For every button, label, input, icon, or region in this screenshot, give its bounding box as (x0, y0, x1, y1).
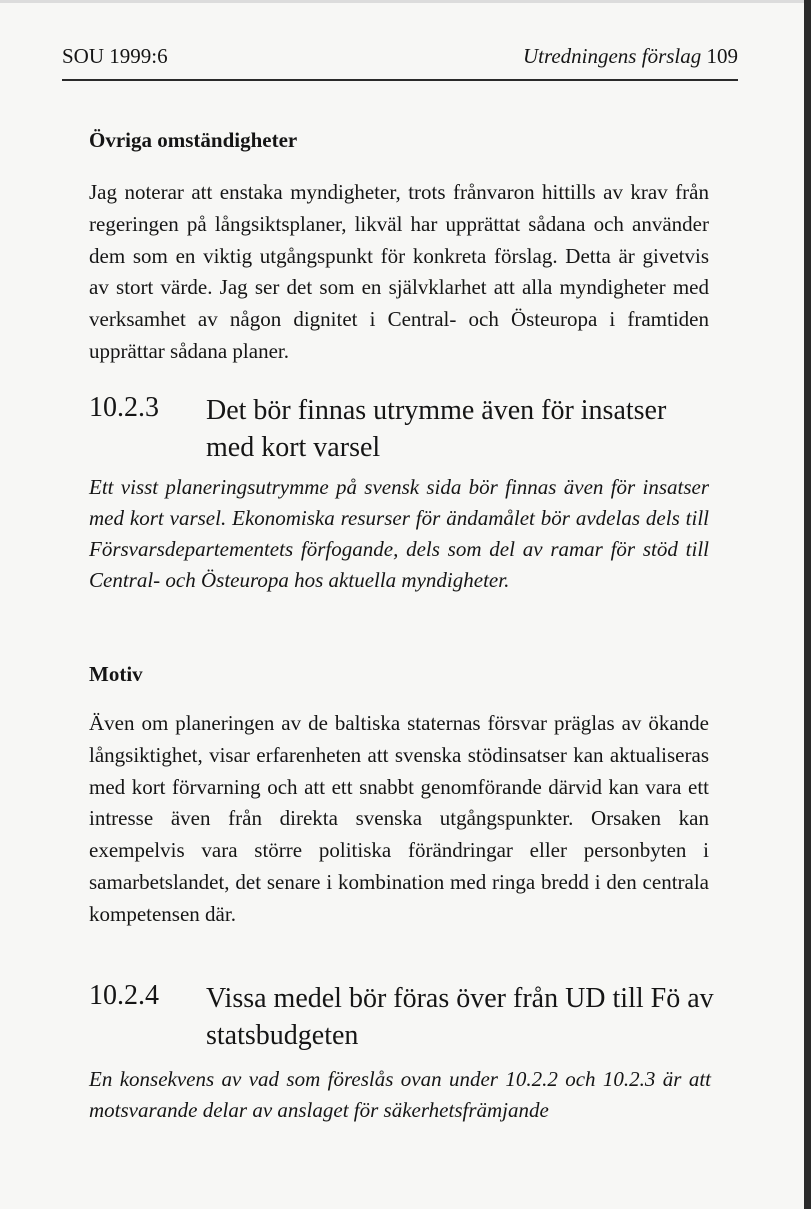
paragraph-motiv: Även om planeringen av de baltiska staternas försvar präglas av ökande långsiktighet, visar erfarenheten att svenska stödinsatser kan aktualiseras med kort förvarning och att ett snabbt genomförande därvid kan vara ett intresse även från direkta svenska utgångspunkter. Orsaken kan exempelvis vara större politiska förändringar eller personbyten i samarbetslandet, det senare i kombination med ringa bredd i den centrala kompetensen där. (89, 711, 709, 926)
section-number-10-2-4: 10.2.4 (89, 980, 159, 1011)
proposal-10-2-3: Ett visst planeringsutrymme på svensk sida bör finnas även för insatser med kort varsel. Ekonomiska resurser för ändamålet bör avdelas dels till Försvarsdepartementets förfogande, dels som del av ramar för stöd till Central- och Östeuropa hos aktuella myndigheter. (89, 475, 709, 592)
scan-border-right (804, 0, 811, 1209)
paragraph-ovriga: Jag noterar att enstaka myndigheter, trots frånvaron hittills av krav från regeringen på långsiktsplaner, likväl har upprättat sådana och använder dem som en viktig utgångspunkt för konkreta förslag. Detta är givetvis av stort värde. Jag ser det som en självklarhet att alla myndigheter med verksamhet av någon dignitet i Central- och Östeuropa i framtiden upprättar sådana planer. (89, 180, 709, 363)
proposal-10-2-4: En konsekvens av vad som föreslås ovan under 10.2.2 och 10.2.3 är att motsvarande delar av anslaget för säkerhetsfrämjande (89, 1067, 711, 1122)
header-rule (62, 79, 738, 81)
section-title-10-2-3: Det bör finnas utrymme även för insatser med kort varsel (206, 395, 667, 463)
running-title (523, 44, 738, 69)
section-title-10-2-4: Vissa medel bör föras över från UD till Fö av statsbudgeten (206, 983, 714, 1051)
heading-ovriga-omstandigheter: Övriga omständigheter (89, 128, 298, 152)
heading-motiv: Motiv (89, 662, 143, 686)
page-header (62, 44, 738, 74)
page-number: 109 (706, 44, 738, 68)
chapter-title: Utredningens förslag (522, 44, 702, 68)
scan-border-top (0, 0, 811, 3)
document-id: SOU 1999:6 (62, 44, 168, 68)
section-number-10-2-3: 10.2.3 (89, 392, 159, 423)
